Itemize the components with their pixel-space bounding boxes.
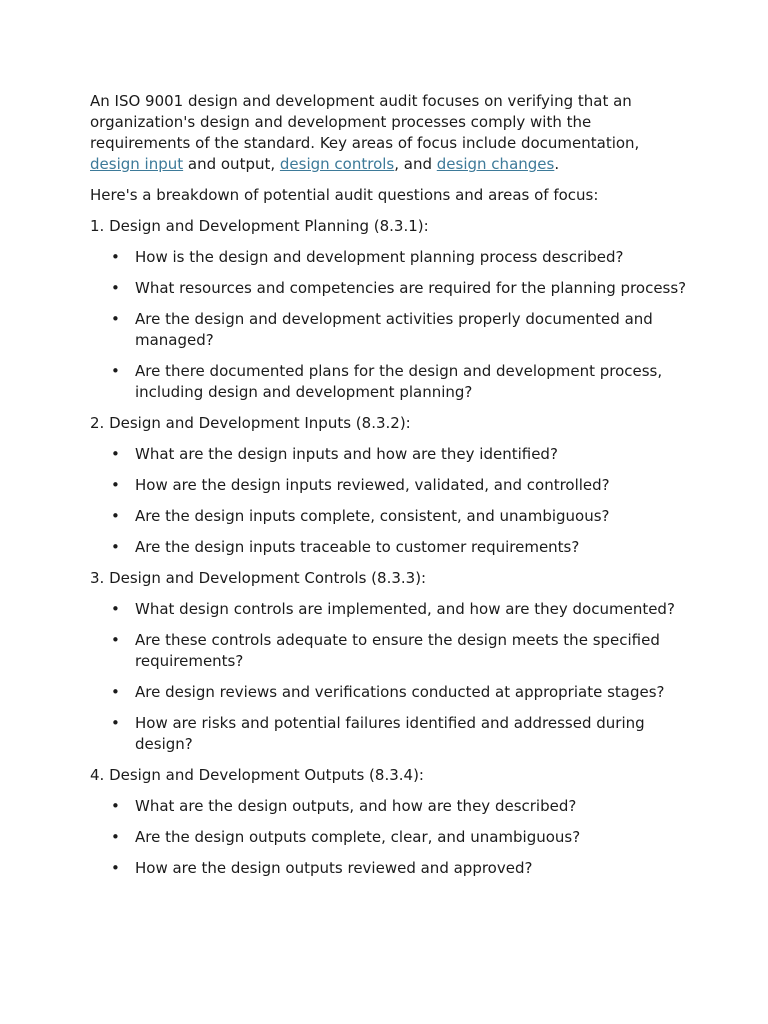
list-item bbox=[90, 247, 690, 268]
list-item bbox=[90, 506, 690, 527]
list-item-text: How are the design inputs reviewed, validated, and controlled? bbox=[135, 476, 610, 494]
list-item-text: Are the design inputs traceable to customer requirements? bbox=[135, 538, 580, 556]
question-list bbox=[90, 796, 690, 879]
list-item bbox=[90, 827, 690, 848]
list-item-text: How is the design and development planning process described? bbox=[135, 248, 624, 266]
list-item bbox=[90, 444, 690, 465]
list-item bbox=[90, 630, 690, 672]
list-item-text: Are there documented plans for the design and development process, including design and development planning? bbox=[135, 362, 663, 401]
list-item-text: What are the design outputs, and how are they described? bbox=[135, 797, 577, 815]
bullet-icon: • bbox=[111, 445, 120, 463]
list-item-text: Are the design and development activities properly documented and managed? bbox=[135, 310, 653, 349]
list-item-text: Are design reviews and verifications conducted at appropriate stages? bbox=[135, 683, 665, 701]
list-item bbox=[90, 796, 690, 817]
bullet-icon: • bbox=[111, 859, 120, 877]
bullet-icon: • bbox=[111, 828, 120, 846]
bullet-icon: • bbox=[111, 631, 120, 649]
intro-text-mid1: and output, bbox=[183, 155, 280, 173]
design-changes-link[interactable]: design changes bbox=[436, 155, 555, 173]
intro-paragraph bbox=[90, 91, 690, 175]
bullet-icon: • bbox=[111, 683, 120, 701]
list-item-text: Are the design outputs complete, clear, and unambiguous? bbox=[135, 828, 581, 846]
intro-text-mid2: , and bbox=[394, 155, 437, 173]
list-item bbox=[90, 682, 690, 703]
question-list bbox=[90, 599, 690, 755]
list-item-text: What resources and competencies are required for the planning process? bbox=[135, 279, 687, 297]
list-item-text: How are the design outputs reviewed and approved? bbox=[135, 859, 533, 877]
bullet-icon: • bbox=[111, 600, 120, 618]
bullet-icon: • bbox=[111, 362, 120, 380]
design-controls-link[interactable]: design controls bbox=[279, 155, 395, 173]
bullet-icon: • bbox=[111, 310, 120, 328]
intro-text-start: An ISO 9001 design and development audit focuses on verifying that an organization's design and development processes comply with the requirements of the standard. Key areas of focus include documentation, bbox=[90, 92, 640, 152]
bullet-icon: • bbox=[111, 538, 120, 556]
section-heading: 1. Design and Development Planning (8.3.1): bbox=[90, 217, 429, 235]
list-item bbox=[90, 309, 690, 351]
list-item-text: Are the design inputs complete, consistent, and unambiguous? bbox=[135, 507, 610, 525]
list-item-text: What are the design inputs and how are they identified? bbox=[135, 445, 558, 463]
list-item bbox=[90, 537, 690, 558]
list-item bbox=[90, 475, 690, 496]
list-item bbox=[90, 599, 690, 620]
document-content bbox=[90, 91, 690, 889]
bullet-icon: • bbox=[111, 797, 120, 815]
bullet-icon: • bbox=[111, 714, 120, 732]
design-input-link[interactable]: design input bbox=[90, 155, 184, 173]
list-item bbox=[90, 361, 690, 403]
question-list bbox=[90, 444, 690, 558]
section-heading: 4. Design and Development Outputs (8.3.4): bbox=[90, 766, 424, 784]
list-item bbox=[90, 858, 690, 879]
question-list bbox=[90, 247, 690, 403]
bullet-icon: • bbox=[111, 507, 120, 525]
list-item-text: What design controls are implemented, and how are they documented? bbox=[135, 600, 675, 618]
list-item bbox=[90, 278, 690, 299]
bullet-icon: • bbox=[111, 279, 120, 297]
intro-text-end: . bbox=[554, 155, 560, 173]
bullet-icon: • bbox=[111, 248, 120, 266]
breakdown-paragraph: Here's a breakdown of potential audit questions and areas of focus: bbox=[90, 186, 599, 204]
bullet-icon: • bbox=[111, 476, 120, 494]
list-item-text: Are these controls adequate to ensure the design meets the specified requirements? bbox=[135, 631, 660, 670]
list-item-text: How are risks and potential failures identified and addressed during design? bbox=[135, 714, 645, 753]
section-heading: 2. Design and Development Inputs (8.3.2): bbox=[90, 414, 411, 432]
section-heading: 3. Design and Development Controls (8.3.3): bbox=[90, 569, 427, 587]
list-item bbox=[90, 713, 690, 755]
